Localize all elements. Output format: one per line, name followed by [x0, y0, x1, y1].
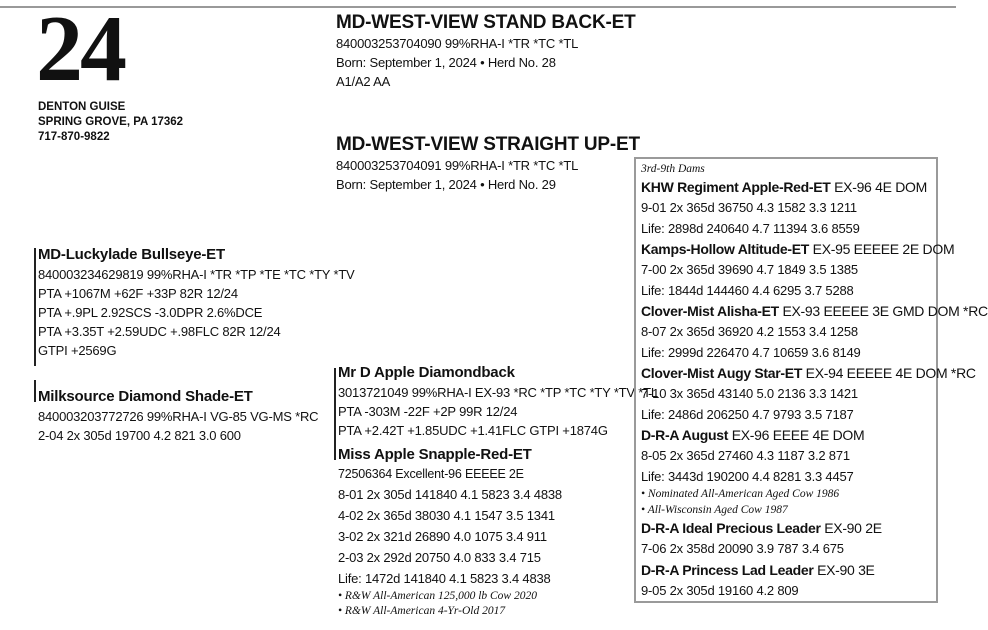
animal-2-name: MD-WEST-VIEW STRAIGHT UP-ET: [336, 134, 640, 155]
sire-dam-line: 840003203772726 99%RHA-I VG-85 VG-MS *RC: [38, 409, 319, 424]
dam-rating: EX-93 EEEEE 3E GMD DOM *RC: [778, 303, 988, 319]
dam-name-text: KHW Regiment Apple-Red-ET: [641, 179, 831, 195]
ancestral-dam-name: [641, 177, 988, 198]
dam-lifetime-record: Life: 2486d 206250 4.7 9793 3.5 7187: [641, 406, 854, 422]
dams-box-header: 3rd-9th Dams: [641, 163, 705, 175]
dam-lifetime-record: Life: 1472d 141840 4.1 5823 3.4 4838: [338, 571, 551, 586]
dam-name-text: Kamps-Hollow Altitude-ET: [641, 241, 810, 257]
dam-record: 7-10 3x 365d 43140 5.0 2136 3.3 1421: [641, 386, 858, 401]
lot-number: 24: [36, 0, 124, 101]
animal-1-registration: 840003253704090 99%RHA-I *TR *TC *TL: [336, 36, 579, 51]
dam-rating: EX-94 EEEEE 4E DOM *RC: [802, 365, 976, 381]
sire-block: [38, 244, 355, 360]
dam-sire-line: PTA +2.42T +1.85UDC +1.41FLC GTPI +1874G: [338, 423, 608, 438]
dam-award-note: • R&W All-American 4-Yr-Old 2017: [338, 605, 506, 617]
dam-rating: EX-90 3E: [813, 561, 875, 578]
animal-1-name: MD-WEST-VIEW STAND BACK-ET: [336, 12, 636, 33]
dam-name: Miss Apple Snapple-Red-ET: [338, 446, 532, 463]
dam-rating: EX-90 2E: [820, 520, 882, 536]
sire-dam-block: [38, 386, 318, 445]
sire-dam-line: 2-04 2x 305d 19700 4.2 821 3.0 600: [38, 428, 241, 443]
dam-record: 9-05 2x 305d 19160 4.2 809: [641, 582, 799, 598]
ancestral-dam-name: [641, 518, 988, 539]
dam-lifetime-record: Life: 3443d 190200 4.4 8281 3.3 4457: [641, 468, 854, 484]
dam-name-text: Clover-Mist Alisha-ET: [641, 303, 779, 319]
dam-name-text: D-R-A Ideal Precious Leader: [641, 520, 821, 536]
dam-sire-line: 3013721049 99%RHA-I EX-93 *RC *TP *TC *TY *TV *TL: [338, 385, 658, 400]
dam-record: 8-07 2x 365d 36920 4.2 1553 3.4 1258: [641, 324, 858, 339]
sire-dam-bracket: [34, 380, 36, 402]
sire-line: 840003234629819 99%RHA-I *TR *TP *TE *TC *TY *TV: [38, 267, 355, 282]
dam-record: 4-02 2x 365d 38030 4.1 1547 3.5 1341: [338, 508, 555, 523]
dam-rating: EX-95 EEEEE 2E DOM: [809, 241, 955, 257]
animal-2-born: Born: September 1, 2024 • Herd No. 29: [336, 177, 556, 192]
dam-award-note: • All-Wisconsin Aged Cow 1987: [641, 503, 788, 516]
dam-name-text: D-R-A August: [641, 427, 729, 443]
sire-bracket: [34, 248, 36, 366]
dam-block: [338, 444, 562, 619]
sire-line: GTPI +2569G: [38, 343, 117, 358]
dam-bracket: [334, 368, 336, 460]
dam-lifetime-record: Life: 2999d 226470 4.7 10659 3.6 8149: [641, 344, 861, 360]
sire-line: PTA +.9PL 2.92SCS -3.0DPR 2.6%DCE: [38, 305, 263, 320]
dam-rating: EX-96 4E DOM: [830, 179, 928, 195]
animal-1: [336, 12, 635, 91]
dam-record: 7-06 2x 358d 20090 3.9 787 3.4 675: [641, 541, 844, 556]
consignor-address: SPRING GROVE, PA 17362: [38, 116, 184, 128]
dam-lifetime-record: Life: 1844d 144460 4.4 6295 3.7 5288: [641, 282, 854, 298]
consignor-phone: 717-870-9822: [38, 131, 110, 143]
animal-2: [336, 134, 640, 194]
sire-line: PTA +1067M +62F +33P 82R 12/24: [38, 286, 238, 301]
dam-sire-line: PTA -303M -22F +2P 99R 12/24: [338, 404, 518, 419]
dam-sire-name: Mr D Apple Diamondback: [338, 364, 515, 381]
ancestral-dams-list: [641, 162, 988, 601]
animal-1-genotype: A1/A2 AA: [336, 74, 391, 89]
consignor-name: DENTON GUISE: [38, 101, 126, 113]
dam-record: 3-02 2x 321d 26890 4.0 1075 3.4 911: [338, 529, 547, 544]
dam-name-text: D-R-A Princess Lad Leader: [641, 561, 814, 578]
consignor-info: [38, 100, 183, 145]
dam-award-note: • R&W All-American 125,000 lb Cow 2020: [338, 590, 537, 602]
dam-record: 7-00 2x 365d 39690 4.7 1849 3.5 1385: [641, 262, 858, 277]
ancestral-dam-name: [641, 560, 988, 581]
dam-award-note: • Nominated All-American Aged Cow 1986: [641, 488, 840, 500]
dam-rating: EX-96 EEEE 4E DOM: [728, 427, 865, 443]
dam-record: 8-05 2x 365d 27460 4.3 1187 3.2 871: [641, 448, 850, 463]
dam-sire-block: [338, 362, 658, 440]
sire-name: MD-Luckylade Bullseye-ET: [38, 246, 225, 263]
ancestral-dam-name: [641, 301, 988, 322]
animal-1-born: Born: September 1, 2024 • Herd No. 28: [336, 55, 556, 70]
dam-record: 2-03 2x 292d 20750 4.0 833 3.4 715: [338, 550, 541, 565]
top-rule: [0, 6, 956, 8]
animal-2-registration: 840003253704091 99%RHA-I *TR *TC *TL: [336, 158, 579, 173]
ancestral-dam-name: [641, 363, 988, 384]
dam-lifetime-record: Life: 2898d 240640 4.7 11394 3.6 8559: [641, 220, 860, 236]
dam-registration: 72506364 Excellent-96 EEEEE 2E: [338, 467, 524, 481]
dam-name-text: Clover-Mist Augy Star-ET: [641, 365, 803, 381]
sire-dam-name: Milksource Diamond Shade-ET: [38, 388, 253, 405]
dam-record: 9-01 2x 365d 36750 4.3 1582 3.3 1211: [641, 200, 857, 215]
dam-record: 8-01 2x 305d 141840 4.1 5823 3.4 4838: [338, 487, 562, 502]
ancestral-dam-name: [641, 239, 988, 260]
ancestral-dam-name: [641, 425, 988, 446]
sire-line: PTA +3.35T +2.59UDC +.98FLC 82R 12/24: [38, 324, 281, 339]
